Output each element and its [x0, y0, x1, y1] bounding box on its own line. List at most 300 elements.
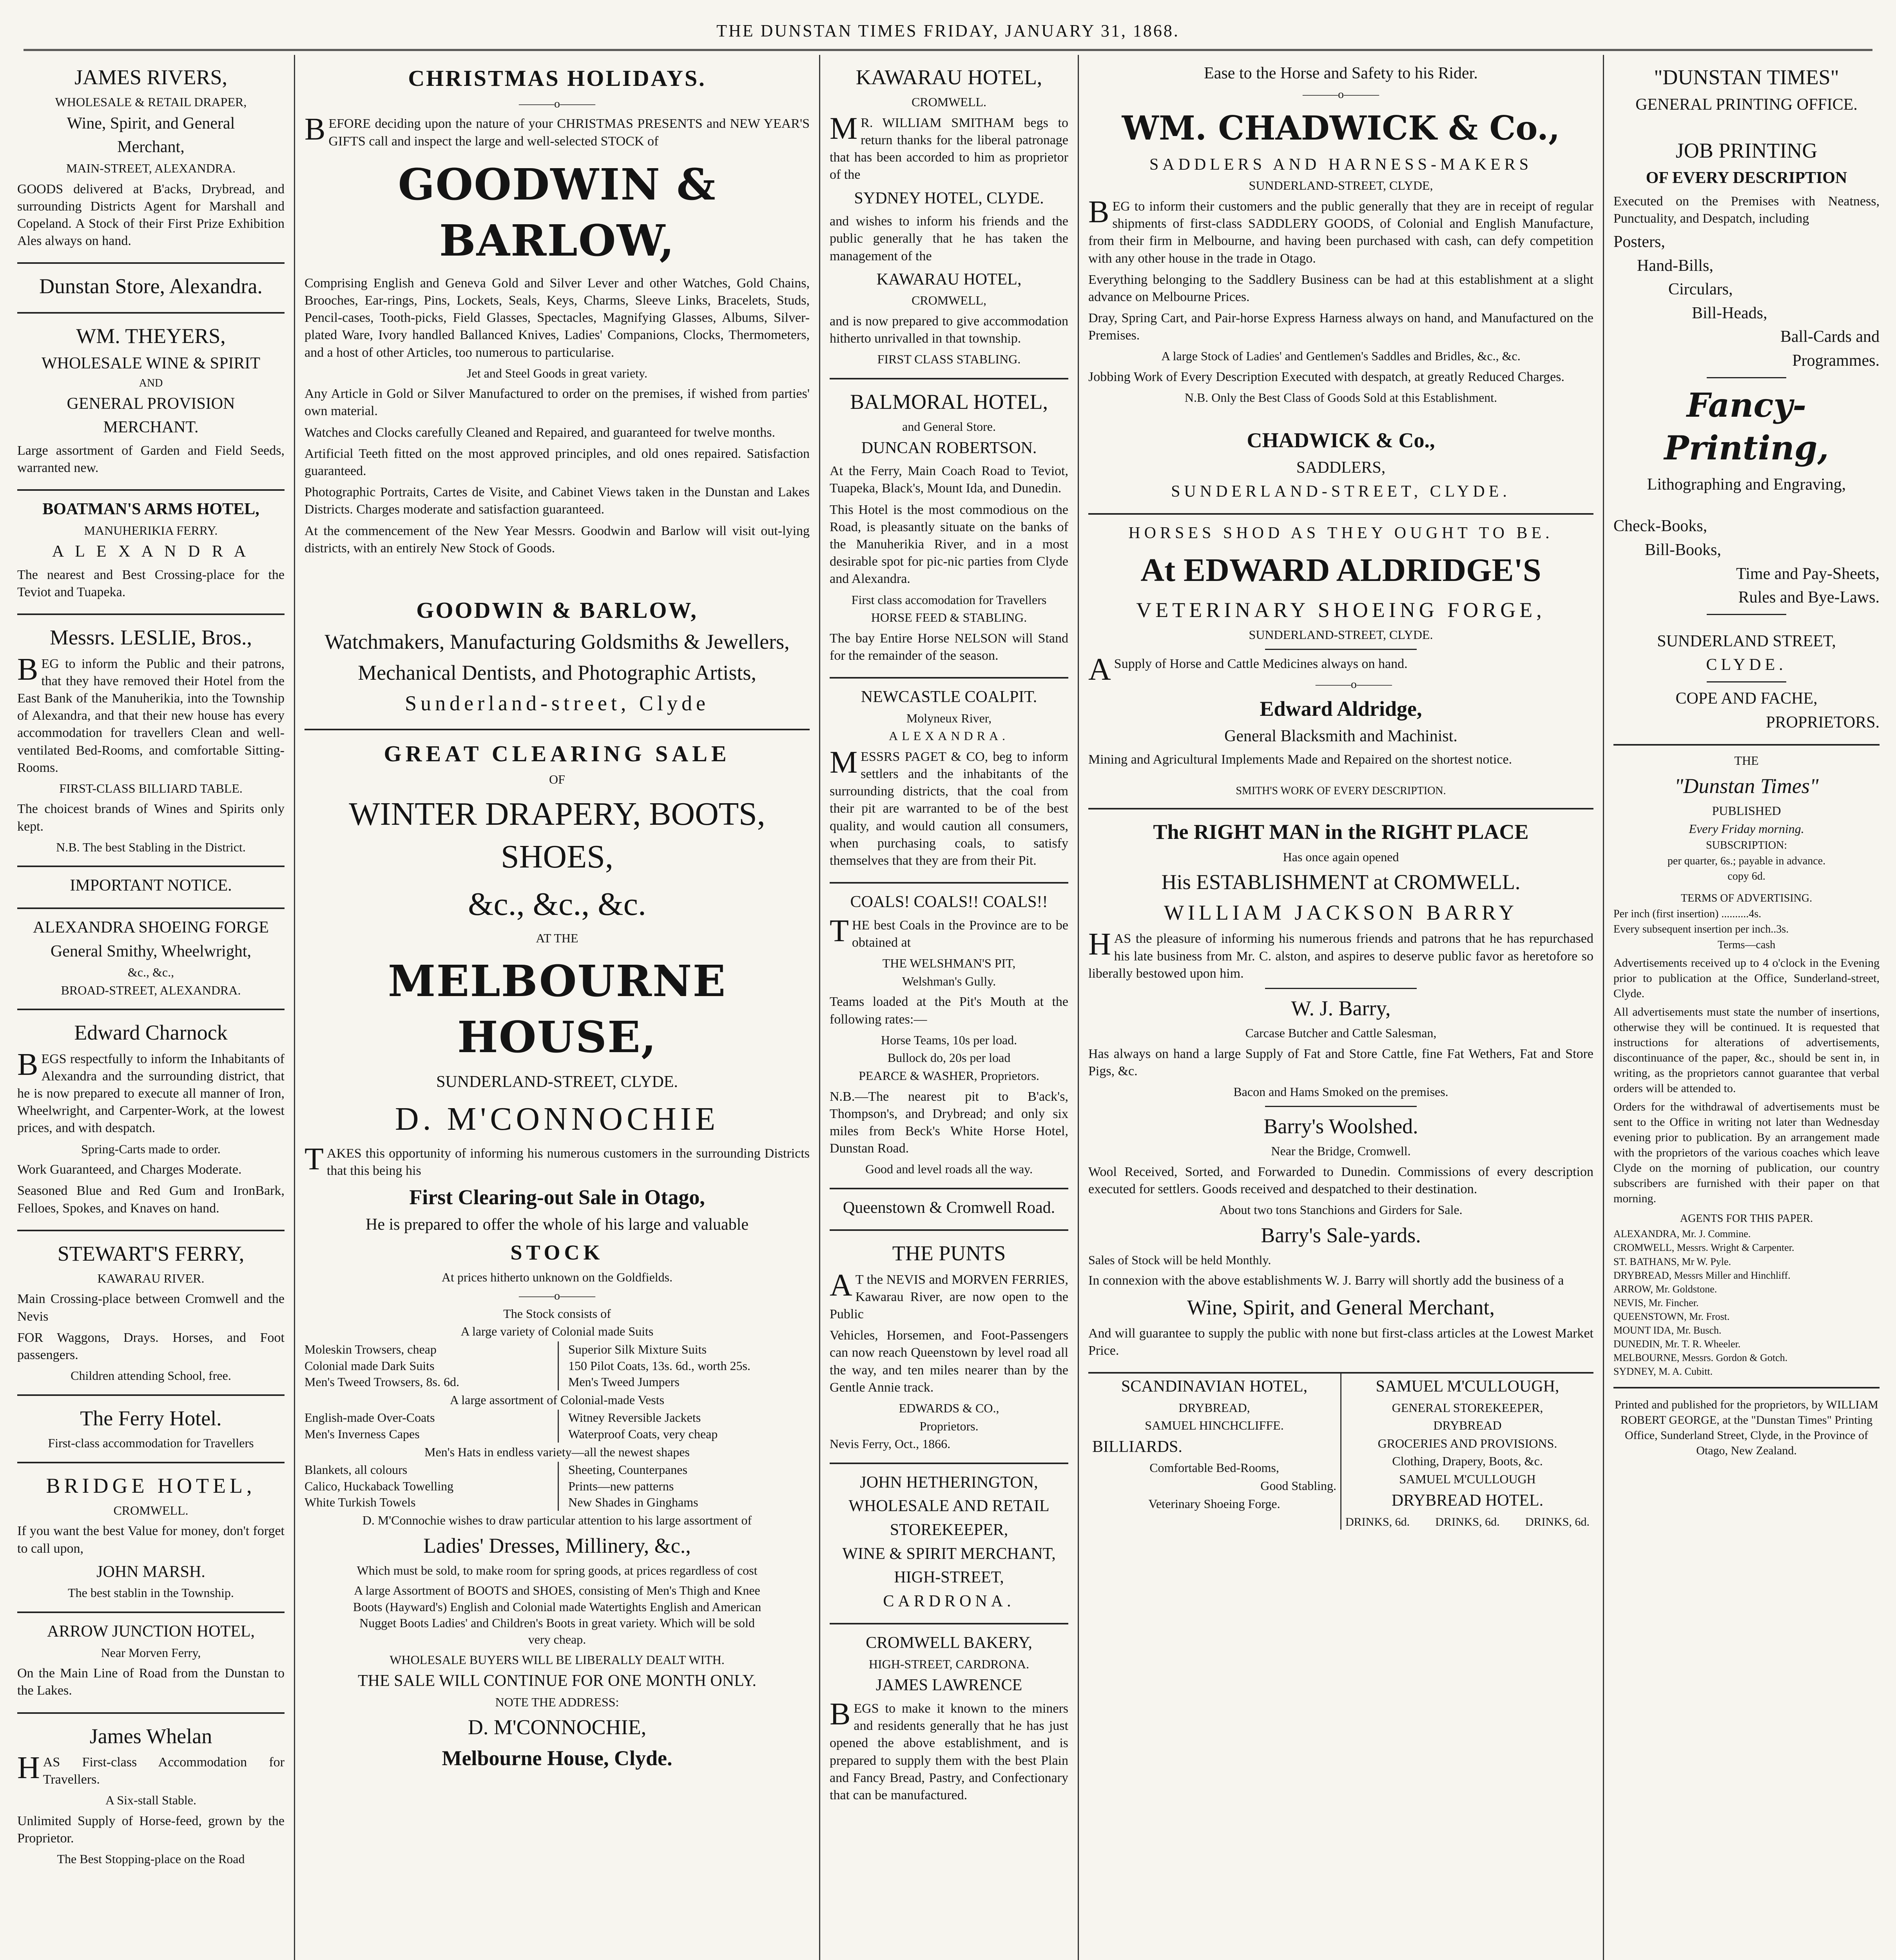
ad-james-rivers	[17, 55, 285, 264]
list-item: MELBOURNE, Messrs. Gordon & Gotch.	[1613, 1352, 1788, 1364]
ad-title: BALMORAL HOTEL,	[850, 390, 1048, 414]
ad-body: Everything belonging to the Saddlery Business can be had at this establishment at a slight advance on Melbourne Prices.	[1088, 272, 1593, 304]
ad-body: ASupply of Horse and Cattle Medicines always on hand.	[1088, 652, 1408, 687]
ad-body: Unlimited Supply of Horse-feed, grown by the Proprietor.	[17, 1813, 285, 1846]
ad-body: A large Assortment of BOOTS and SHOES, consisting of Men's Thigh and Knee Boots (Hayward's) English and Colonial made Watertights English and American Nugget Boots Ladies' and Children's Boots in great variety. Which will be sold very cheap.	[353, 1583, 761, 1647]
ad-body: Seasoned Blue and Red Gum and IronBark, Felloes, Spokes, and Knaves on hand.	[17, 1183, 285, 1216]
ad-line: Carcase Butcher and Cattle Salesman,	[1245, 1026, 1437, 1040]
divider	[1707, 377, 1787, 378]
column-5	[1603, 55, 1889, 1960]
ad-title: JAMES RIVERS,	[74, 65, 228, 89]
ad-line: Wine, Spirit, and General	[67, 114, 235, 132]
ad-line: VETERINARY SHOEING FORGE,	[1136, 598, 1546, 622]
ad-line: The Best Stopping-place on the Road	[57, 1852, 245, 1866]
ad-line: Ease to the Horse and Safety to his Rider.	[1204, 64, 1478, 82]
ad-body: And will guarantee to supply the public with none but first-class articles at the Lowest Market Price.	[1088, 1326, 1593, 1358]
ad-line: BILLIARDS.	[1092, 1437, 1182, 1456]
ad-body: Artificial Teeth fitted on the most approved principles, and old ones repaired. Satisfaction guaranteed.	[305, 446, 810, 479]
ad-signature: D. M'CONNOCHIE,	[468, 1715, 647, 1739]
ad-body: HAS First-class Accommodation for Travellers.	[17, 1750, 285, 1787]
ad-body: Any Article in Gold or Silver Manufactured to order on the premises, if wished from parties' own material.	[305, 387, 810, 419]
drinks-row	[1345, 1514, 1590, 1530]
ad-line: General Smithy, Wheelwright,	[50, 942, 252, 960]
ad-line: THE	[1734, 753, 1759, 768]
divider	[1265, 988, 1417, 989]
ad-line: MANUHERIKIA FERRY.	[84, 523, 218, 537]
ad-title: GREAT CLEARING SALE	[384, 740, 730, 766]
ad-body: BEGS to make it known to the miners and residents generally that he has just opened the above establishment, and is prepared to supply them with the best Plain and Fancy Bread, Pastry, and Confectionary that can be manufactured.	[830, 1697, 1068, 1802]
ad-melbourne-house-sale	[305, 730, 810, 1784]
ad-line: Every subsequent insertion per inch..3s.	[1613, 923, 1789, 936]
ad-body: Watches and Clocks carefully Cleaned and Repaired, and guaranteed for twelve months.	[305, 425, 775, 440]
ad-address: SUNDERLAND-STREET, CLYDE.	[436, 1073, 678, 1091]
ad-body: Jobbing Work of Every Description Executed with despatch, at greatly Reduced Charges.	[1088, 370, 1564, 385]
ad-title: BRIDGE HOTEL,	[46, 1474, 256, 1497]
list-item: ST. BATHANS, Mr W. Pyle.	[1613, 1256, 1731, 1267]
ad-body: Executed on the Premises with Neatness, Punctuality, and Despatch, including	[1613, 194, 1880, 226]
ad-headline: Fancy-Printing,	[1664, 385, 1829, 467]
ad-line: A Six-stall Stable.	[105, 1793, 196, 1808]
ad-title: ALEXANDRA SHOEING FORGE	[33, 918, 269, 937]
list-item: Blankets, all colours	[305, 1463, 408, 1477]
ad-ferry-hotel	[17, 1396, 285, 1463]
ad-line: Melbourne House, Clyde.	[442, 1746, 672, 1770]
ad-title: IMPORTANT NOTICE.	[70, 877, 232, 895]
ad-address: MAIN-STREET, ALEXANDRA.	[66, 161, 236, 175]
ad-line: HORSE FEED & STABLING.	[871, 610, 1027, 625]
ad-line: DUNCAN ROBERTSON.	[861, 439, 1037, 457]
ad-line: First Clearing-out Sale in Otago,	[409, 1185, 705, 1209]
ad-line: Which must be sold, to make room for spring goods, at prices regardless of cost	[357, 1563, 758, 1577]
ad-signature: SAMUEL M'CULLOUGH	[1399, 1472, 1536, 1486]
ad-line: Per inch (first insertion) ..........4s.	[1613, 907, 1762, 920]
ad-body: In connexion with the above establishments W. J. Barry will shortly add the business of a	[1088, 1273, 1564, 1288]
ad-line: CARDRONA.	[883, 1592, 1015, 1610]
list-item: SYDNEY, M. A. Cubitt.	[1613, 1366, 1713, 1377]
list-item: Calico, Huckaback Towelling	[305, 1479, 454, 1493]
ad-line: GENERAL STOREKEEPER,	[1392, 1400, 1543, 1415]
ad-line: WILLIAM JACKSON BARRY	[1164, 901, 1518, 925]
paper-terms	[1613, 746, 1880, 1388]
ad-line: SAMUEL HINCHCLIFFE.	[1145, 1418, 1284, 1433]
agents-list	[1613, 1227, 1880, 1378]
ad-line: JOB PRINTING	[1675, 138, 1818, 162]
ad-body: Comprising English and Geneva Gold and Silver Lever and other Watches, Gold Chains, Brooches, Ear-rings, Pins, Lockets, Seals, Keys, Charms, Sleeve Links, Bracelets, Studs, Pencil-cases, Tooth-picks, Field Glasses, Spectacles, Magnifying Glasses, Albums, Silver-plated Ware, Ivory handled Ballanced Knives, Ladies' Companions, Clocks, Thermometers, and a host of other Articles, too numerous to particularise.	[305, 276, 810, 360]
ad-title: CROMWELL BAKERY,	[866, 1634, 1032, 1652]
ad-title: STEWART'S FERRY,	[57, 1241, 245, 1265]
column-4	[1078, 55, 1603, 1960]
ornament: ———o———	[519, 97, 595, 111]
ad-body: MR. WILLIAM SMITHAM begs to return thanks for the liberal patronage that has been accorded to him as proprietor of the	[830, 111, 1068, 182]
ad-headline: WM. CHADWICK & Co.,	[1122, 108, 1560, 147]
ad-line: Ladies' Dresses, Millinery, &c.,	[423, 1534, 691, 1557]
ad-body: BEFORE deciding upon the nature of your CHRISTMAS PRESENTS and NEW YEAR'S GIFTS call and inspect the large and well-selected STOCK of	[305, 112, 810, 149]
ad-line: General Blacksmith and Machinist.	[1224, 727, 1457, 746]
ad-title: Queenstown & Cromwell Road.	[843, 1198, 1055, 1217]
ad-title: COALS! COALS!! COALS!!	[850, 893, 1048, 911]
ad-body: This Hotel is the most commodious on the Road, is pleasantly situate on the banks of the Manuherikia River, and in a most desirable spot for pic-nic parties from Clyde and Alexandra.	[830, 502, 1068, 586]
ad-cromwell-bakery	[830, 1624, 1068, 1817]
ad-body: The choicest brands of Wines and Spirits only kept.	[17, 802, 285, 834]
ad-line: At prices hitherto unknown on the Goldfields.	[441, 1270, 673, 1285]
ad-title: BOATMAN'S ARMS HOTEL,	[42, 500, 259, 519]
list-item: New Shades in Ginghams	[568, 1495, 698, 1510]
ad-line: Molyneux River,	[906, 711, 992, 725]
ad-body: On the Main Line of Road from the Dunstan to the Lakes.	[17, 1666, 285, 1698]
ad-line: First class accomodation for Travellers	[851, 592, 1047, 607]
ad-headline: MELBOURNE HOUSE,	[388, 956, 727, 1063]
ad-body: Advertisements received up to 4 o'clock in the Evening prior to publication at the Office, Sunderland-street, Clyde.	[1613, 956, 1880, 1000]
ad-line: N.B. The best Stabling in the District.	[56, 840, 246, 854]
ad-body: HAS the pleasure of informing his numerous friends and patrons that he has repurchased his late business from Mr. C. alston, and aspires to deserve public favor as heretofore so liberally bestowed upon him.	[1088, 927, 1593, 981]
imprint	[1613, 1388, 1880, 1470]
ad-line: WHOLESALE & RETAIL DRAPER,	[55, 95, 247, 109]
stock-list-2	[305, 1410, 810, 1442]
ad-the-punts	[830, 1231, 1068, 1464]
ad-address: BROAD-STREET, ALEXANDRA.	[61, 983, 241, 997]
ad-title: THE PUNTS	[892, 1241, 1006, 1265]
ad-body: and wishes to inform his friends and the public generally that he has taken the management of the	[830, 214, 1068, 263]
list-item: Bill-Books,	[1645, 541, 1721, 559]
list-item: Hand-Bills,	[1637, 256, 1713, 275]
ad-body: FOR Waggons, Drays. Horses, and Foot passengers.	[17, 1330, 285, 1363]
ad-line: Watchmakers, Manufacturing Goldsmiths & Jewellers,	[324, 630, 790, 654]
ad-edward-aldridge	[1088, 515, 1593, 809]
list-item: DRYBREAD, Messrs Miller and Hinchliff.	[1613, 1269, 1791, 1281]
ad-line: Men's Hats in endless variety—all the newest shapes	[424, 1445, 690, 1459]
ad-christmas-goodwin-barlow	[305, 55, 810, 730]
ad-line: Proprietors.	[919, 1419, 979, 1433]
ad-line: Good Stabling.	[1260, 1479, 1336, 1493]
ad-line: SUNDERLAND-STREET, CLYDE.	[1171, 482, 1511, 501]
ad-body: Wool Received, Sorted, and Forwarded to Dunedin. Commissions of every description executed for settlers. Goods received and despatched to their destination.	[1088, 1164, 1593, 1196]
masthead: THE DUNSTAN TIMES FRIDAY, JANUARY 31, 1868.	[24, 8, 1872, 51]
list-item: Colonial made Dark Suits	[305, 1358, 435, 1373]
ad-body: Main Crossing-place between Cromwell and the Nevis	[17, 1292, 285, 1324]
ad-dunstan-times-printing	[1613, 55, 1880, 746]
ad-line: The best stablin in the Township.	[68, 1586, 234, 1600]
ad-stewarts-ferry	[17, 1231, 285, 1396]
column-3	[819, 55, 1078, 1960]
ad-line: FIRST CLASS STABLING.	[877, 352, 1021, 367]
ad-line: DRYBREAD	[1433, 1418, 1502, 1433]
ad-body: Teams loaded at the Pit's Mouth at the following rates:—	[830, 995, 1068, 1027]
ad-hetherington	[830, 1464, 1068, 1625]
ad-line: MERCHANT.	[103, 418, 199, 437]
ad-line: W. J. Barry,	[1291, 996, 1391, 1020]
ad-line: WHOLESALE WINE & SPIRIT	[42, 354, 260, 372]
ad-line: copy 6d.	[1727, 870, 1765, 882]
stock-list-3	[305, 1462, 810, 1511]
ad-line: Has once again opened	[1283, 849, 1399, 864]
ad-line: WINE & SPIRIT MERCHANT,	[842, 1544, 1056, 1563]
ad-line: WHOLESALE BUYERS WILL BE LIBERALLY DEALT WITH.	[390, 1652, 725, 1667]
list-item: Men's Tweed Jumpers	[568, 1375, 680, 1389]
ad-line: GROCERIES AND PROVISIONS.	[1378, 1436, 1557, 1450]
ad-line: A large Stock of Ladies' and Gentlemen's Saddles and Bridles, &c., &c.	[1161, 349, 1521, 363]
list-item: Time and Pay-Sheets,	[1736, 564, 1880, 583]
list-item: 150 Pilot Coats, 13s. 6d., worth 25s.	[568, 1358, 750, 1373]
list-item: Programmes.	[1792, 351, 1880, 370]
list-item: CROMWELL, Messrs. Wright & Carpenter.	[1613, 1242, 1794, 1254]
ad-line: Mechanical Dentists, and Photographic Artists,	[358, 661, 756, 684]
ad-signature: GOODWIN & BARLOW,	[416, 597, 698, 623]
ad-body: Work Guaranteed, and Charges Moderate.	[17, 1162, 242, 1177]
ad-body: TAKES this opportunity of informing his numerous customers in the surrounding Districts that this being his	[305, 1142, 810, 1178]
ad-title: The RIGHT MAN in the RIGHT PLACE	[1153, 820, 1529, 844]
drinks-price: DRINKS, 6d.	[1435, 1515, 1500, 1529]
list-item: ARROW, Mr. Goldstone.	[1613, 1283, 1717, 1295]
ad-line: AGENTS FOR THIS PAPER.	[1680, 1212, 1813, 1225]
ad-line: JOHN MARSH.	[96, 1563, 205, 1581]
ad-line: D. M'Connochie wishes to draw particular attention to his large assortment of	[362, 1513, 752, 1527]
ad-line: SUNDERLAND STREET,	[1657, 632, 1836, 650]
list-item: White Turkish Towels	[305, 1495, 416, 1510]
ad-line: NOTE THE ADDRESS:	[495, 1695, 619, 1709]
ad-title: WM. THEYERS,	[76, 324, 226, 348]
divider	[1707, 614, 1787, 615]
ad-important-notice	[17, 867, 285, 909]
ad-line: COPE AND FACHE,	[1675, 690, 1818, 708]
ad-title: Dunstan Store, Alexandra.	[39, 274, 263, 298]
ad-line: Wine, Spirit, and General Merchant,	[1187, 1295, 1495, 1319]
ad-line: CROMWELL,	[911, 293, 987, 308]
divider	[1265, 649, 1417, 650]
ad-body: Orders for the withdrawal of advertisements must be sent to the Office in writing not later than Wednesday evening prior to publication. By an arrangement made with the proprietors of the various coaches which leave Clyde on the morning of publication, our country subscribers are furnished with their paper on that morning.	[1613, 1100, 1880, 1205]
list-item: Posters,	[1613, 232, 1665, 251]
ad-dunstan-store	[17, 264, 285, 313]
ad-line: N.B. Only the Best Class of Goods Sold at this Establishment.	[1184, 390, 1497, 405]
ad-scandinavian-hotel	[1088, 1374, 1340, 1530]
column-1	[8, 55, 294, 1960]
ad-body: GOODS delivered at B'acks, Drybread, and surrounding Districts Agent for Marshall and Copeland. A Stock of their First Prize Exhibition Ales always on hand.	[17, 181, 285, 249]
ad-line: Lithographing and Engraving,	[1647, 475, 1846, 494]
list-item: English-made Over-Coats	[305, 1410, 435, 1425]
ad-line: He is prepared to offer the whole of his large and valuable	[366, 1216, 749, 1234]
ad-line: D. M'CONNOCHIE	[395, 1100, 720, 1137]
ad-line: GENERAL PROVISION	[67, 394, 235, 413]
ad-body: BEG to inform their customers and the public generally that they are in receipt of regular shipments of first-class SADDLERY GOODS, of Colonial and English Manufacture, from their firm in Melbourne, and having been purchased with cash, can defy competition with any other house in the trade in Otago.	[1088, 194, 1593, 266]
ad-body: If you want the best Value for money, don't forget to call upon,	[17, 1524, 285, 1556]
ad-queenstown-road	[830, 1189, 1068, 1231]
ad-line: Bacon and Hams Smoked on the premises.	[1233, 1085, 1448, 1099]
ad-line: The Stock consists of	[503, 1306, 611, 1321]
ad-arrow-junction	[17, 1613, 285, 1714]
ad-line: Horse Teams, 10s per load.	[881, 1033, 1017, 1047]
ad-title: HORSES SHOD AS THEY OUGHT TO BE.	[1128, 524, 1553, 543]
ad-line: Children attending School, free.	[71, 1368, 231, 1383]
ad-line: TERMS OF ADVERTISING.	[1680, 892, 1813, 905]
ad-line: THE WELSHMAN'S PIT,	[882, 956, 1016, 971]
drinks-price: DRINKS, 6d.	[1525, 1515, 1590, 1529]
ad-address: HIGH-STREET, CARDRONA.	[868, 1657, 1030, 1671]
ad-line: Every Friday morning.	[1689, 821, 1804, 836]
ad-body: and is now prepared to give accommodation hitherto unrivalled in that township.	[830, 314, 1068, 346]
ad-kawarau-hotel	[830, 55, 1068, 379]
list-item: QUEENSTOWN, Mr. Frost.	[1613, 1310, 1730, 1322]
ad-james-whelan	[17, 1714, 285, 1878]
ad-line: Near the Bridge, Cromwell.	[1271, 1143, 1411, 1158]
list-item: Witney Reversible Jackets	[568, 1410, 701, 1425]
ad-body: AT the NEVIS and MORVEN FERRIES, Kawarau River, are now open to the Public	[830, 1268, 1068, 1321]
ad-line: FIRST-CLASS BILLIARD TABLE.	[59, 781, 243, 795]
ad-body: The bay Entire Horse NELSON will Stand for the remainder of the season.	[830, 631, 1068, 663]
ornament: ———o———	[1303, 87, 1379, 101]
ad-title: JOHN HETHERINGTON,	[860, 1473, 1038, 1492]
ad-line: STOREKEEPER,	[890, 1521, 1008, 1539]
ad-body: At the commencement of the New Year Messrs. Goodwin and Barlow will visit out-lying districts, with an entirely New Stock of Goods.	[305, 523, 810, 555]
list-item: Rules and Bye-Laws.	[1738, 588, 1880, 607]
ad-line: Welshman's Gully.	[902, 974, 996, 988]
ad-samuel-mccullough	[1340, 1374, 1593, 1530]
ad-line: OF EVERY DESCRIPTION	[1646, 169, 1847, 187]
divider	[1265, 1106, 1417, 1107]
ad-line: PROPRIETORS.	[1766, 713, 1880, 731]
ad-signature: EDWARDS & CO.,	[899, 1401, 999, 1415]
ad-line: SUBSCRIPTION:	[1706, 839, 1787, 852]
ad-line: Good and level roads all the way.	[865, 1162, 1033, 1176]
ad-charnock	[17, 1010, 285, 1231]
ad-title: The Ferry Hotel.	[80, 1406, 222, 1430]
ornament: ———o———	[1315, 677, 1392, 691]
ad-line: SMITH'S WORK OF EVERY DESCRIPTION.	[1236, 784, 1446, 797]
ad-line: Sales of Stock will be held Monthly.	[1088, 1252, 1271, 1267]
ad-line: A large assortment of Colonial-made Vests	[450, 1392, 665, 1407]
list-item: Sheeting, Counterpanes	[568, 1463, 687, 1477]
ad-body: BEGS respectfully to inform the Inhabitants of Alexandra and the surrounding district, that he is now prepared to execute all manner of Iron, Wheelwright, and Carpenter-Work, at the lowest prices, and with despatch.	[17, 1047, 285, 1136]
ad-line: &c., &c., &c.	[468, 886, 646, 923]
ad-line: A L E X A N D R A	[52, 543, 250, 561]
ad-line: Comfortable Bed-Rooms,	[1149, 1461, 1279, 1475]
ad-boatmans-arms	[17, 491, 285, 615]
ad-address: SUNDERLAND-STREET, CLYDE,	[1249, 178, 1433, 193]
ad-title: James Whelan	[89, 1724, 212, 1748]
ad-line: PUBLISHED	[1712, 804, 1781, 818]
list-item: Moleskin Trowsers, cheap	[305, 1342, 437, 1356]
list-item: Ball-Cards and	[1780, 328, 1880, 346]
ad-line: CROMWELL.	[911, 95, 987, 109]
stock-list-1	[305, 1341, 810, 1390]
imprint-text: Printed and published for the proprietors, by WILLIAM ROBERT GEORGE, at the "Dunstan Times" Printing Office, Sunderland Street, Clyde, in the Province of Otago, New Zealand.	[1615, 1398, 1878, 1457]
ad-line: Veterinary Shoeing Forge.	[1148, 1496, 1280, 1511]
ad-line: WINTER DRAPERY, BOOTS, SHOES,	[349, 795, 765, 875]
list-item: ALEXANDRA, Mr. J. Commine.	[1613, 1228, 1751, 1240]
ad-william-jackson-barry	[1088, 809, 1593, 1374]
ad-line: SADDLERS AND HARNESS-MAKERS	[1149, 155, 1533, 174]
ad-line: GENERAL PRINTING OFFICE.	[1635, 96, 1858, 114]
drinks-price: DRINKS, 6d.	[1345, 1515, 1410, 1529]
ad-title: Messrs. LESLIE, Bros.,	[50, 626, 252, 650]
ad-line: AT THE	[536, 931, 578, 946]
ad-line: THE SALE WILL CONTINUE FOR ONE MONTH ONLY.	[358, 1672, 756, 1690]
ad-title: ARROW JUNCTION HOTEL,	[47, 1622, 255, 1641]
ad-line: Nevis Ferry, Oct., 1866.	[830, 1437, 951, 1451]
ad-body: Mining and Agricultural Implements Made and Repaired on the shortest notice.	[1088, 752, 1512, 767]
ad-line: ALEXANDRA.	[888, 729, 1010, 743]
ad-line: CROMWELL.	[113, 1503, 189, 1517]
ad-title: NEWCASTLE COALPIT.	[861, 688, 1037, 706]
ad-line: SYDNEY HOTEL, CLYDE.	[854, 189, 1044, 207]
ad-line: JAMES LAWRENCE	[875, 1676, 1022, 1695]
ad-chadwick	[1088, 55, 1593, 515]
ad-line: DRYBREAD,	[1178, 1400, 1250, 1415]
ad-line: Clothing, Drapery, Boots, &c.	[1392, 1454, 1543, 1468]
ad-balmoral-hotel	[830, 379, 1068, 679]
ad-line: Barry's Woolshed.	[1263, 1114, 1418, 1138]
ad-title: SCANDINAVIAN HOTEL,	[1121, 1377, 1308, 1396]
ad-line: &c., &c.,	[127, 965, 174, 980]
ad-line: and General Store.	[902, 419, 996, 434]
ad-line: Barry's Sale-yards.	[1261, 1223, 1421, 1247]
ad-body: N.B.—The nearest pit to B'ack's, Thompson's, and Drybread; and only six miles from Beck's White Horse Hotel, Dunstan Road.	[830, 1089, 1068, 1156]
ad-body: THE best Coals in the Province are to be obtained at	[830, 913, 1068, 950]
list-item: Bill-Heads,	[1692, 304, 1767, 322]
list-item: Waterproof Coats, very cheap	[568, 1426, 718, 1441]
ad-body: The nearest and Best Crossing-place for the Teviot and Tuapeka.	[17, 568, 285, 600]
ad-line: Bullock do, 20s per load	[887, 1051, 1011, 1065]
ad-line: Sunderland-street, Clyde	[405, 691, 709, 715]
list-item: Prints—new patterns	[568, 1479, 674, 1493]
ad-line: DRYBREAD HOTEL.	[1391, 1491, 1544, 1510]
ad-line: PEARCE & WASHER, Proprietors.	[859, 1068, 1039, 1083]
ad-line: CLYDE.	[1706, 656, 1787, 674]
ad-line: First-class accommodation for Travellers	[48, 1436, 254, 1450]
ad-body: At the Ferry, Main Coach Road to Teviot, Tuapeka, Black's, Mount Ida, and Dunedin.	[830, 464, 1068, 496]
drybread-ads	[1088, 1374, 1593, 1530]
ad-address: SUNDERLAND-STREET, CLYDE.	[1249, 628, 1433, 642]
ad-line: Near Morven Ferry,	[101, 1645, 201, 1660]
ad-line: SADDLERS,	[1296, 459, 1386, 477]
ad-title: KAWARAU HOTEL,	[856, 65, 1042, 89]
ad-title: CHRISTMAS HOLIDAYS.	[408, 65, 706, 91]
ad-title: Edward Charnock	[74, 1021, 228, 1045]
ad-line: Jet and Steel Goods in great variety.	[467, 366, 647, 380]
ornament: ———o———	[519, 1289, 595, 1302]
ad-body: All advertisements must state the number of insertions, otherwise they will be continued. It is requested that instructions for alterations of advertisements, discontinuance of the paper, &c., should be sent in, in writing, as the proprietors cannot guarantee that verbal orders will be attended to.	[1613, 1005, 1880, 1095]
ad-body: MESSRS PAGET & CO, beg to inform settlers and the inhabitants of the surrounding districts, that the coal from their pit are warranted to be of the best quality, and would caution all consumers, when purchasing coals, to satisfy themselves that they are from their Pit.	[830, 745, 1068, 868]
list-item: Check-Books,	[1613, 517, 1707, 535]
ad-line: A large variety of Colonial made Suits	[460, 1324, 654, 1339]
ad-title: SAMUEL M'CULLOUGH,	[1376, 1377, 1559, 1396]
ad-line: Spring-Carts made to order.	[81, 1142, 221, 1156]
list-item: Men's Tweed Trowsers, 8s. 6d.	[305, 1375, 459, 1389]
ad-line: STOCK	[510, 1241, 604, 1265]
ad-line: AND	[139, 377, 163, 390]
ad-line: OF	[549, 772, 565, 787]
ad-line: About two tons Stanchions and Girders for Sale.	[1219, 1202, 1463, 1217]
list-item: Men's Inverness Capes	[305, 1426, 420, 1441]
list-item: Superior Silk Mixture Suits	[568, 1342, 707, 1356]
ad-title: "Dunstan Times"	[1674, 774, 1819, 798]
ad-theyers	[17, 314, 285, 491]
ad-headline: GOODWIN & BARLOW,	[398, 159, 716, 266]
ad-line: per quarter, 6s.; payable in advance.	[1667, 855, 1826, 867]
ad-body: Vehicles, Horsemen, and Foot-Passengers can now reach Queenstown by level road all the way, and ten miles nearer than by the Gentle Annie track.	[830, 1328, 1068, 1395]
divider	[1707, 681, 1787, 682]
list-item: MOUNT IDA, Mr. Busch.	[1613, 1324, 1722, 1336]
ad-leslie	[17, 615, 285, 867]
ad-title: "DUNSTAN TIMES"	[1654, 65, 1839, 89]
column-2	[294, 55, 819, 1960]
ad-body: Large assortment of Garden and Field Seeds, warranted new.	[17, 443, 285, 475]
ad-line: WHOLESALE AND RETAIL	[848, 1497, 1050, 1515]
list-item: DUNEDIN, Mr. T. R. Wheeler.	[1613, 1338, 1741, 1350]
ad-line: His ESTABLISHMENT at CROMWELL.	[1161, 870, 1521, 894]
ad-line: HIGH-STREET,	[894, 1568, 1004, 1587]
ad-line: KAWARAU RIVER.	[97, 1271, 205, 1285]
ad-body: Photographic Portraits, Cartes de Visite, and Cabinet Views taken in the Dunstan and Lakes Districts. Charges moderate and satisfaction guaranteed.	[305, 485, 810, 517]
ad-alexandra-forge	[17, 909, 285, 1010]
